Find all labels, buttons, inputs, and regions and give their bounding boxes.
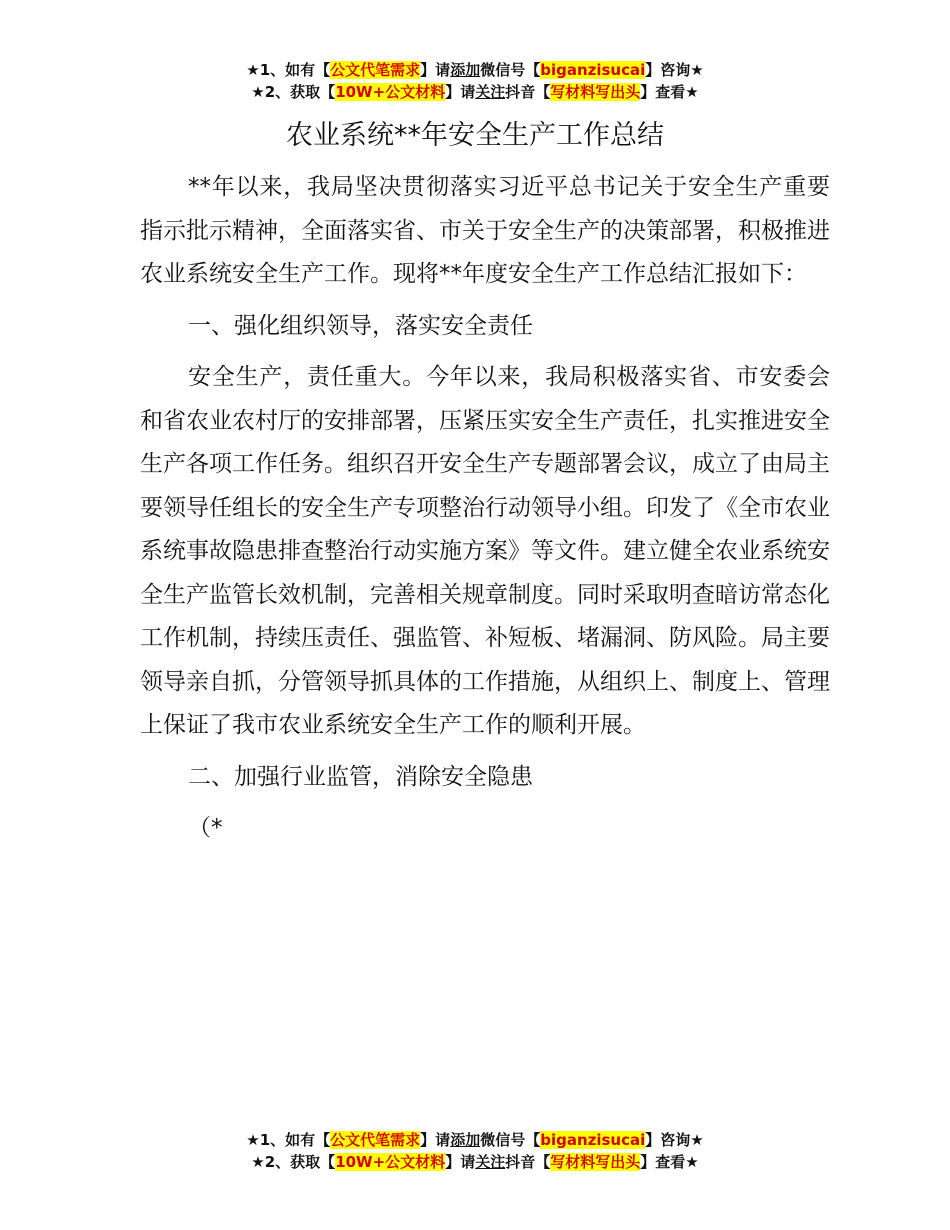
section-2-fragment: （* <box>188 815 223 841</box>
section-2-heading: 二、加强行业监管，消除安全隐患 <box>188 763 533 790</box>
promo-text: 抖音【 <box>505 1153 551 1171</box>
promo-text: 】请 <box>445 83 476 101</box>
document-body <box>140 166 830 851</box>
section-1-body: 安全生产，责任重大。今年以来，我局积极落实省、市安委会和省农业农村厅的安排部署，压紧压实安全生产责任，扎实推进安全生产各项工作任务。组织召开安全生产专题部署会议，成立了由局主要领导任组长的安全生产专项整治行动领导小组。印发了《全市农业系统事故隐患排查整治行动实施方案》等文件。建立健全农业系统安全生产监管长效机制，完善相关规章制度。同时采取明查暗访常态化工作机制，持续压责任、强监管、补短板、堵漏洞、防风险。局主要领导亲自抓，分管领导抓具体的工作措施，从组织上、制度上、管理上保证了我市农业系统安全生产工作的顺利开展。 <box>140 364 830 738</box>
promo-highlight: 写材料写出头 <box>550 83 641 101</box>
promo-text: 】请 <box>420 61 451 79</box>
intro-paragraph: **年以来，我局坚决贯彻落实习近平总书记关于安全生产重要指示批示精神，全面落实省、市关于安全生产的决策部署，积极推进农业系统安全生产工作。现将**年度安全生产工作总结汇报如下： <box>140 174 830 287</box>
promo-text: ★1、如有【 <box>246 61 331 79</box>
promo-highlight: 公文代笔需求 <box>330 1131 421 1149</box>
promo-line-2 <box>0 81 950 103</box>
promo-highlight: biganzisucai <box>540 61 646 79</box>
promo-line-1 <box>0 59 950 81</box>
promo-text: ★2、获取【 <box>251 1153 336 1171</box>
promo-text: 抖音【 <box>505 83 551 101</box>
promo-highlight: 10W+公文材料 <box>335 1153 446 1171</box>
promo-highlight: 写材料写出头 <box>550 1153 641 1171</box>
promo-text: 】查看★ <box>640 83 699 101</box>
promo-text: 微信号【 <box>480 61 541 79</box>
promo-text: 】请 <box>420 1131 451 1149</box>
document-title: 农业系统**年安全生产工作总结 <box>286 120 664 151</box>
promo-text: 】请 <box>445 1153 476 1171</box>
promo-text: ★1、如有【 <box>246 1131 331 1149</box>
promo-underline: 添加 <box>450 61 481 79</box>
promo-highlight: 公文代笔需求 <box>330 61 421 79</box>
promo-highlight: 10W+公文材料 <box>335 83 446 101</box>
promo-text: 微信号【 <box>480 1131 541 1149</box>
promo-text: 】查看★ <box>640 1153 699 1171</box>
promo-highlight: biganzisucai <box>540 1131 646 1149</box>
promo-banner-top <box>0 59 950 103</box>
promo-banner-bottom <box>0 1129 950 1173</box>
promo-underline: 关注 <box>475 83 506 101</box>
promo-underline: 添加 <box>450 1131 481 1149</box>
section-1-heading: 一、强化组织领导，落实安全责任 <box>188 312 533 339</box>
promo-line-1 <box>0 1129 950 1151</box>
promo-text: ★2、获取【 <box>251 83 336 101</box>
promo-text: 】咨询★ <box>645 1131 704 1149</box>
promo-line-2 <box>0 1151 950 1173</box>
promo-text: 】咨询★ <box>645 61 704 79</box>
promo-underline: 关注 <box>475 1153 506 1171</box>
